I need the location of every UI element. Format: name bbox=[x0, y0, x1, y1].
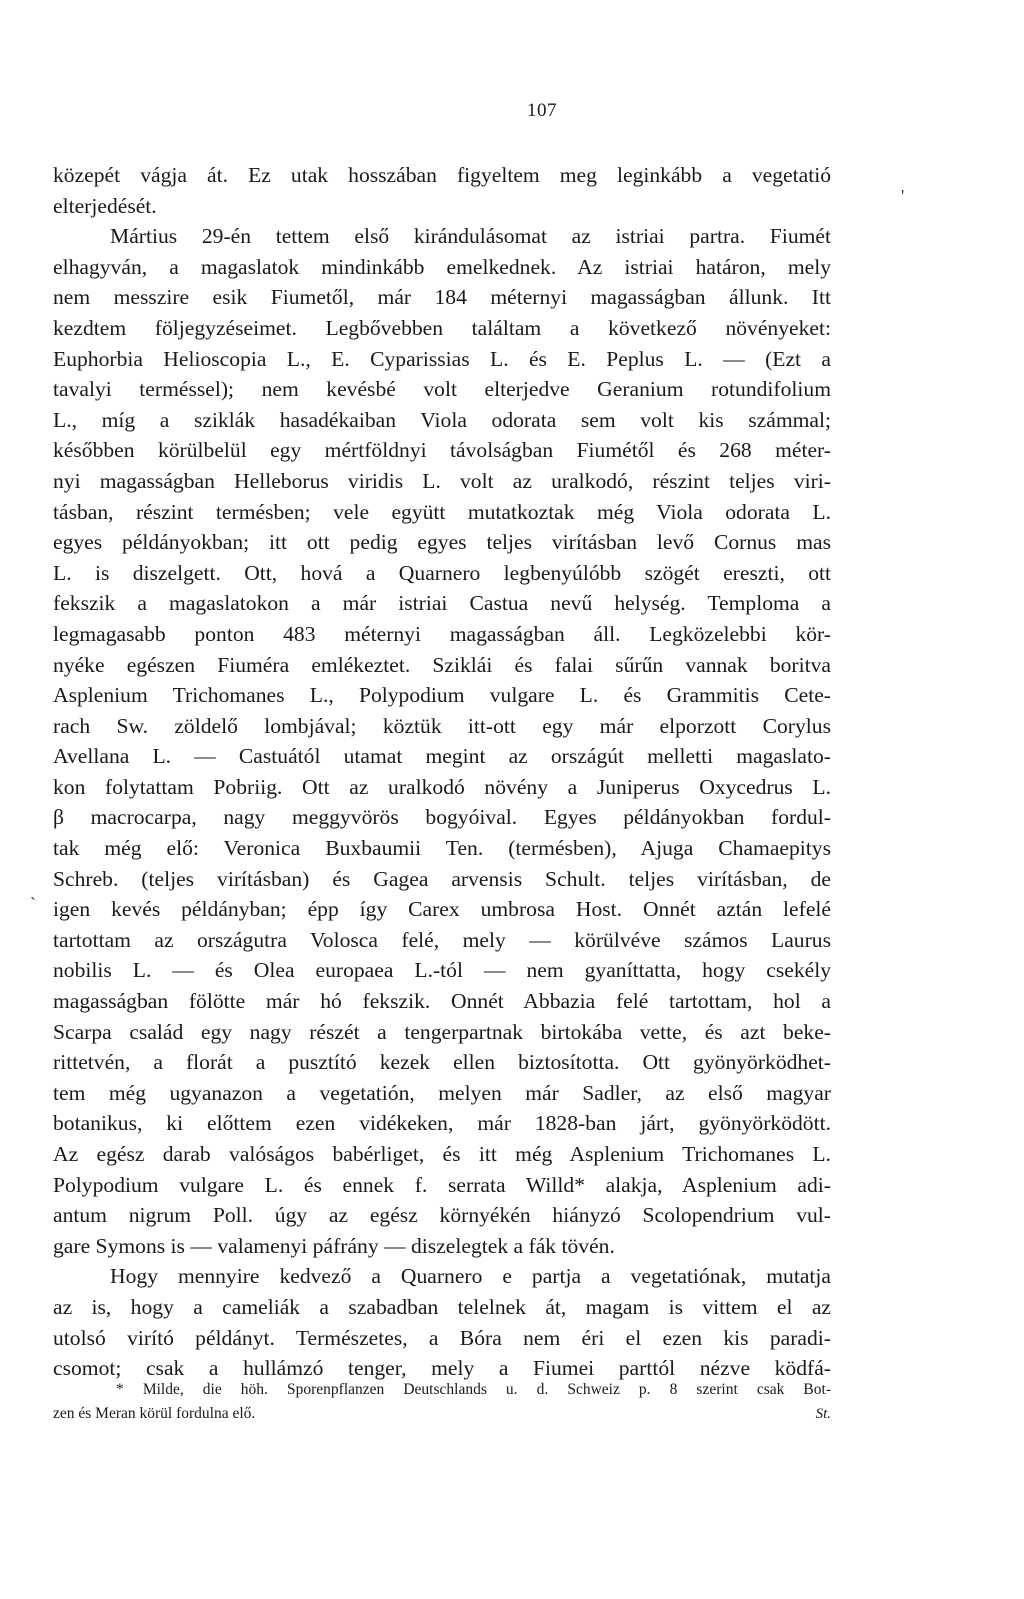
text-line: az is, hogy a cameliák a szabadban telelnek át, magam is vittem el az bbox=[53, 1294, 831, 1319]
text-line: magasságban fölötte már hó fekszik. Onnét Abbazia felé tartottam, hol a bbox=[53, 989, 831, 1014]
text-line: Asplenium Trichomanes L., Polypodium vulgare L. és Grammitis Cete- bbox=[53, 683, 831, 708]
text-line: botanikus, ki előttem ezen vidékeken, már 1828-ban járt, gyönyörködött. bbox=[53, 1111, 831, 1136]
text-line: elterjedését. bbox=[53, 193, 157, 218]
text-line: antum nigrum Poll. úgy az egész környékén hiányzó Scolopendrium vul- bbox=[53, 1203, 831, 1228]
text-line: nyéke egészen Fiuméra emlékeztet. Sziklái és falai sűrűn vannak boritva bbox=[53, 652, 831, 677]
text-line: gare Symons is — valamenyi páfrány — diszelegtek a fák tövén. bbox=[53, 1233, 615, 1258]
text-line: Euphorbia Helioscopia L., E. Cyparissias L. és E. Peplus L. — (Ezt a bbox=[53, 346, 831, 371]
margin-mark: ˏ bbox=[30, 880, 36, 900]
text-line: egyes példányokban; itt ott pedig egyes teljes virításban levő Cornus mas bbox=[53, 530, 831, 555]
footnote bbox=[53, 1378, 831, 1426]
text-line: Hogy mennyire kedvező a Quarnero e partja a vegetatiónak, mutatja bbox=[110, 1264, 831, 1289]
footnote-line: * Milde, die höh. Sporenpflanzen Deutschlands u. d. Schweiz p. 8 szerint csak Bot- bbox=[116, 1381, 831, 1398]
footnote-line: zen és Meran körül fordulna elő. bbox=[53, 1405, 256, 1422]
text-line: fekszik a magaslatokon a már istriai Castua nevű helység. Temploma a bbox=[53, 591, 831, 616]
text-line: tásban, részint termésben; vele együtt mutatkoztak még Viola odorata L. bbox=[53, 499, 831, 524]
text-line: Avellana L. — Castuától utamat megint az országút melletti magaslato- bbox=[53, 744, 831, 769]
text-line: Az egész darab valóságos babérliget, és itt még Asplenium Trichomanes L. bbox=[53, 1142, 831, 1166]
text-line: csomot; csak a hullámzó tenger, mely a Fiumei parttól nézve ködfá- bbox=[53, 1356, 831, 1381]
text-line: Polypodium vulgare L. és ennek f. serrata Willd* alakja, Asplenium adi- bbox=[53, 1172, 831, 1197]
text-line: tartottam az országutra Volosca felé, mely — körülvéve számos Laurus bbox=[53, 927, 831, 952]
page-number: 107 bbox=[527, 100, 557, 121]
text-line: rach Sw. zöldelő lombjával; köztük itt-ott egy már elporzott Corylus bbox=[53, 713, 831, 738]
text-line: nobilis L. — és Olea europaea L.-tól — nem gyaníttatta, hogy csekély bbox=[53, 958, 831, 983]
text-line: β macrocarpa, nagy meggyvörös bogyóival. Egyes példányokban fordul- bbox=[53, 805, 831, 830]
footnote-signature: St. bbox=[815, 1406, 831, 1422]
text-line: tavalyi terméssel); nem kevésbé volt elterjedve Geranium rotundifolium bbox=[53, 377, 831, 402]
margin-mark: ' bbox=[901, 186, 905, 206]
text-line: kon folytattam Pobriig. Ott az uralkodó növény a Juniperus Oxycedrus L. bbox=[53, 774, 831, 799]
text-line: későbben körülbelül egy mértföldnyi távolságban Fiumétől és 268 méter- bbox=[53, 438, 831, 463]
text-line: Scarpa család egy nagy részét a tengerpartnak birtokába vette, és azt beke- bbox=[53, 1019, 831, 1044]
text-line: legmagasabb ponton 483 méternyi magasságban áll. Legközelebbi kör- bbox=[53, 621, 831, 646]
text-line: tem még ugyanazon a vegetatión, melyen már Sadler, az első magyar bbox=[53, 1080, 831, 1105]
text-line: L. is diszelgett. Ott, hová a Quarnero legbenyúlóbb szögét ereszti, ott bbox=[53, 560, 831, 585]
text-line: nem messzire esik Fiumetől, már 184 méternyi magasságban állunk. Itt bbox=[53, 285, 831, 310]
text-line: nyi magasságban Helleborus viridis L. volt az uralkodó, részint teljes viri- bbox=[53, 468, 831, 493]
text-line: tak még elő: Veronica Buxbaumii Ten. (termésben), Ajuga Chamaepitys bbox=[53, 836, 831, 861]
text-line: rittetvén, a florát a pusztító kezek ellen biztosította. Ott gyönyörködhet- bbox=[53, 1050, 831, 1075]
text-line: L., míg a sziklák hasadékaiban Viola odorata sem volt kis számmal; bbox=[53, 407, 831, 432]
text-line: Schreb. (teljes virításban) és Gagea arvensis Schult. teljes virításban, de bbox=[53, 866, 831, 891]
text-line: Mártius 29-én tettem első kirándulásomat az istriai partra. Fiumét bbox=[110, 224, 831, 249]
text-line: közepét vágja át. Ez utak hosszában figyeltem meg leginkább a vegetatió bbox=[53, 163, 831, 187]
text-line: igen kevés példányban; épp így Carex umbrosa Host. Onnét aztán lefelé bbox=[53, 897, 831, 922]
text-line: kezdtem följegyzéseimet. Legbővebben találtam a következő növényeket: bbox=[53, 315, 831, 340]
text-line: utolsó virító példányt. Természetes, a Bóra nem éri el ezen kis paradi- bbox=[53, 1325, 831, 1350]
text-line: elhagyván, a magaslatok mindinkább emelkednek. Az istriai határon, mely bbox=[53, 254, 831, 279]
body-text bbox=[53, 160, 831, 1384]
